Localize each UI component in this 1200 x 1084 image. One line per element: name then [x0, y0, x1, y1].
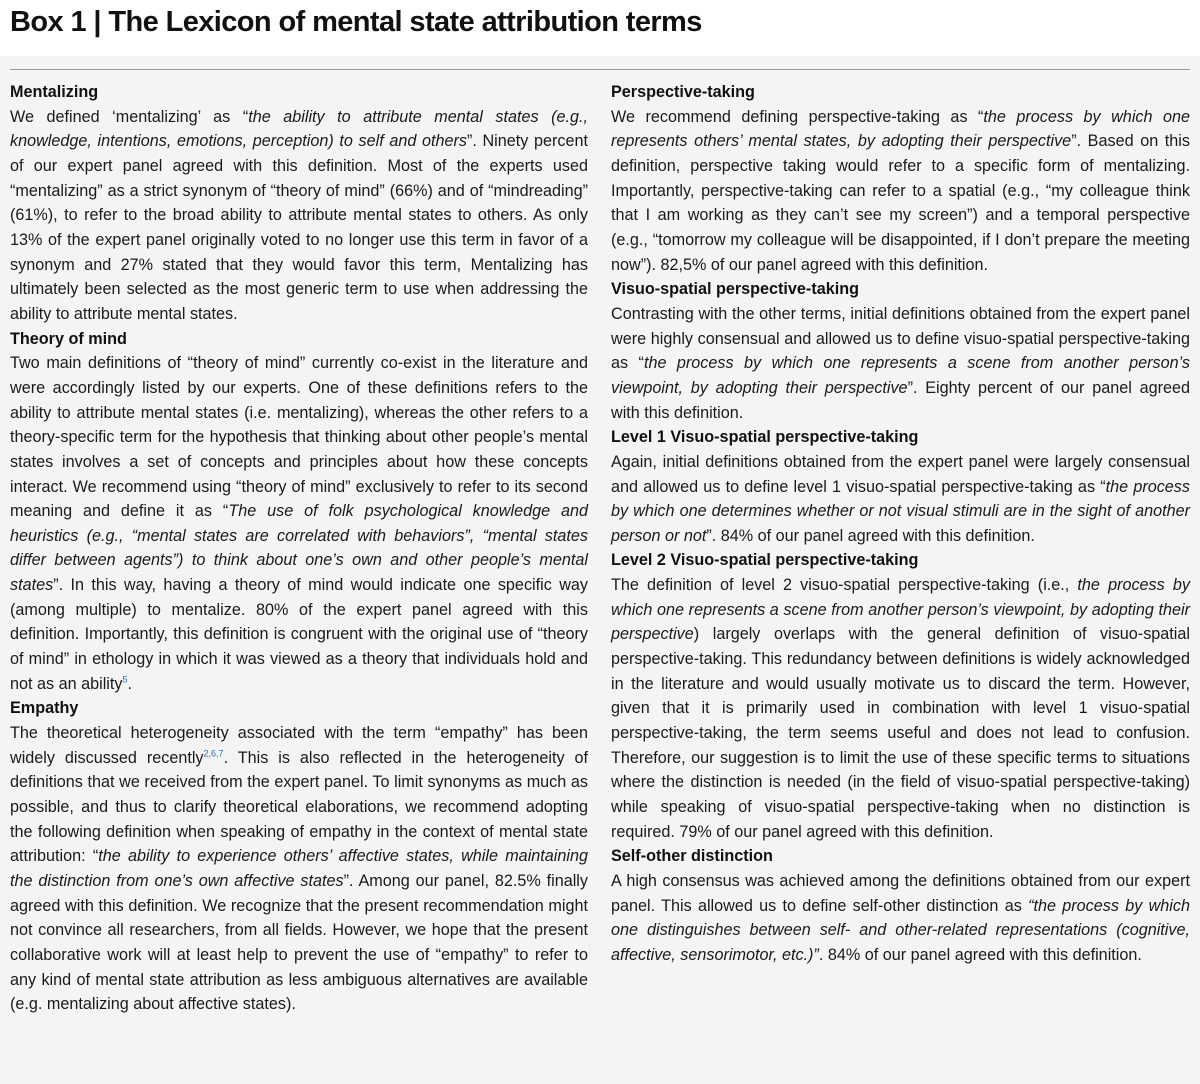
- section-body: [611, 450, 1190, 549]
- section-self-other: [611, 844, 1190, 967]
- section-heading: Theory of mind: [10, 329, 127, 348]
- text-run: Again, initial definitions obtained from the expert panel were largely consensual and allowed us to define level 1 visuo-spatial perspective-taking as “: [611, 452, 1190, 496]
- definition-text: the process by which one determines whether or not visual stimuli are in the sight of another person or not: [611, 477, 1190, 545]
- text-run: Contrasting with the other terms, initial definitions obtained from the expert panel were highly consensual and allowed us to define visuo-spatial perspective-taking as “: [611, 304, 1190, 373]
- section-heading: Empathy: [10, 699, 79, 718]
- section-body: [611, 573, 1190, 844]
- text-run: ”. Based on this definition, perspective taking would refer to a specific form of mentalizing. Importantly, perspective-taking can refer to a spatial (e.g., “my colleague think that I am working as they can’t see my screen”) and a temporal perspective (e.g., “tomorrow my colleague will be disappointed, if I don’t prepare the meeting now”). 82,5% of our panel agreed with this definition.: [611, 132, 1190, 274]
- text-run: ”. Among our panel, 82.5% finally agreed with this definition. We recognize that the present recommendation might not convince all researchers, from all fields. However, we hope that the present collaborative work will at least help to prevent the use of “empathy” to refer to any kind of mental state attribution as less ambiguous alternatives are available (e.g. mentalizing about affective states).: [10, 872, 588, 1014]
- definition-text: the process by which one represents a scene from another person’s viewpoint, by adopting their perspective: [611, 576, 1190, 644]
- right-column: [611, 80, 1190, 968]
- text-run: . This is also reflected in the heterogeneity of definitions that we received from the expert panel. To limit synonyms as much as possible, and thus to clarify theoretical elaborations, we recommend adopting the following definition when speaking of empathy in the context of mental state attribution: “: [10, 748, 589, 866]
- section-level-1: [611, 425, 1190, 548]
- title-bar: [0, 0, 1200, 56]
- definition-text: the ability to attribute mental states (e.g., knowledge, intentions, emotions, perception) to self and others: [10, 107, 588, 151]
- text-run: We defined ‘mentalizing’ as “: [10, 107, 249, 126]
- text-run: ”. In this way, having a theory of mind would indicate one specific way (among multiple) to mentalize. 80% of the expert panel agreed with this definition. Importantly, this definition is congruent with the original use of “theory of mind” in ethology in which it was viewed as a theory that individuals hold and not as an ability: [10, 576, 588, 693]
- citation-ref[interactable]: 2,6,7: [203, 748, 224, 759]
- section-visuo-spatial: [611, 277, 1190, 425]
- text-run: ”. 84% of our panel agreed with this definition.: [706, 526, 1035, 545]
- section-heading: Perspective-taking: [611, 83, 755, 101]
- definition-text: “the process by which one distinguishes between self- and other-related representations (cognitive, affective, sensorimotor, etc.)”: [611, 896, 1190, 964]
- section-body: [10, 721, 588, 1017]
- text-run: ”. Eighty percent of our panel agreed with this definition.: [611, 378, 1190, 422]
- citation-ref[interactable]: 5: [122, 674, 128, 685]
- definition-text: the ability to experience others’ affective states, while maintaining the distinction from one’s own affective states: [10, 847, 588, 890]
- section-heading: Self-other distinction: [611, 847, 773, 866]
- definition-text: The use of folk psychological knowledge and heuristics (e.g., “mental states are correlated with behaviors”, “mental states differ between agents”) to think about one’s own and other people’s mental states: [10, 502, 588, 595]
- section-level-2: [611, 548, 1190, 844]
- text-run: A high consensus was achieved among the definitions obtained from our expert panel. This allowed us to define self-other distinction as: [611, 872, 1190, 915]
- section-body: [611, 302, 1190, 425]
- section-heading: Level 2 Visuo-spatial perspective-taking: [611, 551, 919, 570]
- text-run: The definition of level 2 visuo-spatial perspective-taking (i.e.,: [611, 576, 1078, 595]
- text-run: .: [127, 674, 132, 693]
- definition-text: the process by which one represents a scene from another person’s viewpoint, by adopting their perspective: [611, 354, 1190, 397]
- section-heading: Mentalizing: [10, 83, 99, 101]
- text-run: We recommend defining perspective-taking as “: [611, 107, 984, 126]
- section-heading: Visuo-spatial perspective-taking: [611, 280, 859, 299]
- box-title: Box 1 | The Lexicon of mental state attribution terms: [10, 6, 702, 38]
- section-body: [611, 105, 1190, 278]
- text-run: Two main definitions of “theory of mind” currently co-exist in the literature and were accordingly listed by our experts. One of these definitions refers to the ability to attribute mental states (i.e. mentalizing), whereas the other refers to a theory-specific term for the hypothesis that thinking about other people’s mental states involves a set of concepts and principles about how these concepts interact. We recommend using “theory of mind” exclusively to refer to its second meaning and define it as “: [10, 354, 588, 521]
- left-column: [10, 80, 588, 1017]
- section-theory-of-mind: [10, 327, 588, 697]
- section-perspective-taking: [611, 80, 1190, 277]
- text-run: . 84% of our panel agreed with this definition.: [818, 945, 1142, 964]
- divider-rule: [10, 69, 1190, 70]
- section-body: [10, 351, 588, 696]
- section-mentalizing: [10, 80, 588, 327]
- text-run: ”. Ninety percent of our expert panel agreed with this definition. Most of the experts used “mentalizing” as a strict synonym of “theory of mind” (66%) and of “mindreading” (61%), to refer to the broad ability to attribute mental states to others. As only 13% of the expert panel originally voted to no longer use this term in favor of a synonym and 27% stated that they would favor this term, Mentalizing has ultimately been selected as the most generic term to use when addressing the ability to attribute mental states.: [10, 132, 588, 323]
- definition-text: the process by which one represents others’ mental states, by adopting their perspective: [611, 107, 1190, 151]
- section-empathy: [10, 696, 588, 1017]
- section-body: [10, 105, 588, 327]
- text-run: The theoretical heterogeneity associated with the term “empathy” has been widely discussed recently: [10, 724, 588, 767]
- section-body: [611, 869, 1190, 968]
- section-heading: Level 1 Visuo-spatial perspective-taking: [611, 428, 919, 447]
- text-run: ) largely overlaps with the general definition of visuo-spatial perspective-taking. This redundancy between definitions is widely acknowledged in the literature and would usually motivate us to discard the term. However, given that it is primarily used in combination with level 1 visuo-spatial perspective-taking, the term seems useful and does not lead to confusion. Therefore, our suggestion is to limit the use of these specific terms to situations where the distinction is needed (in the field of visuo-spatial perspective-taking) while speaking of visuo-spatial perspective-taking when no distinction is required. 79% of our panel agreed with this definition.: [611, 625, 1190, 841]
